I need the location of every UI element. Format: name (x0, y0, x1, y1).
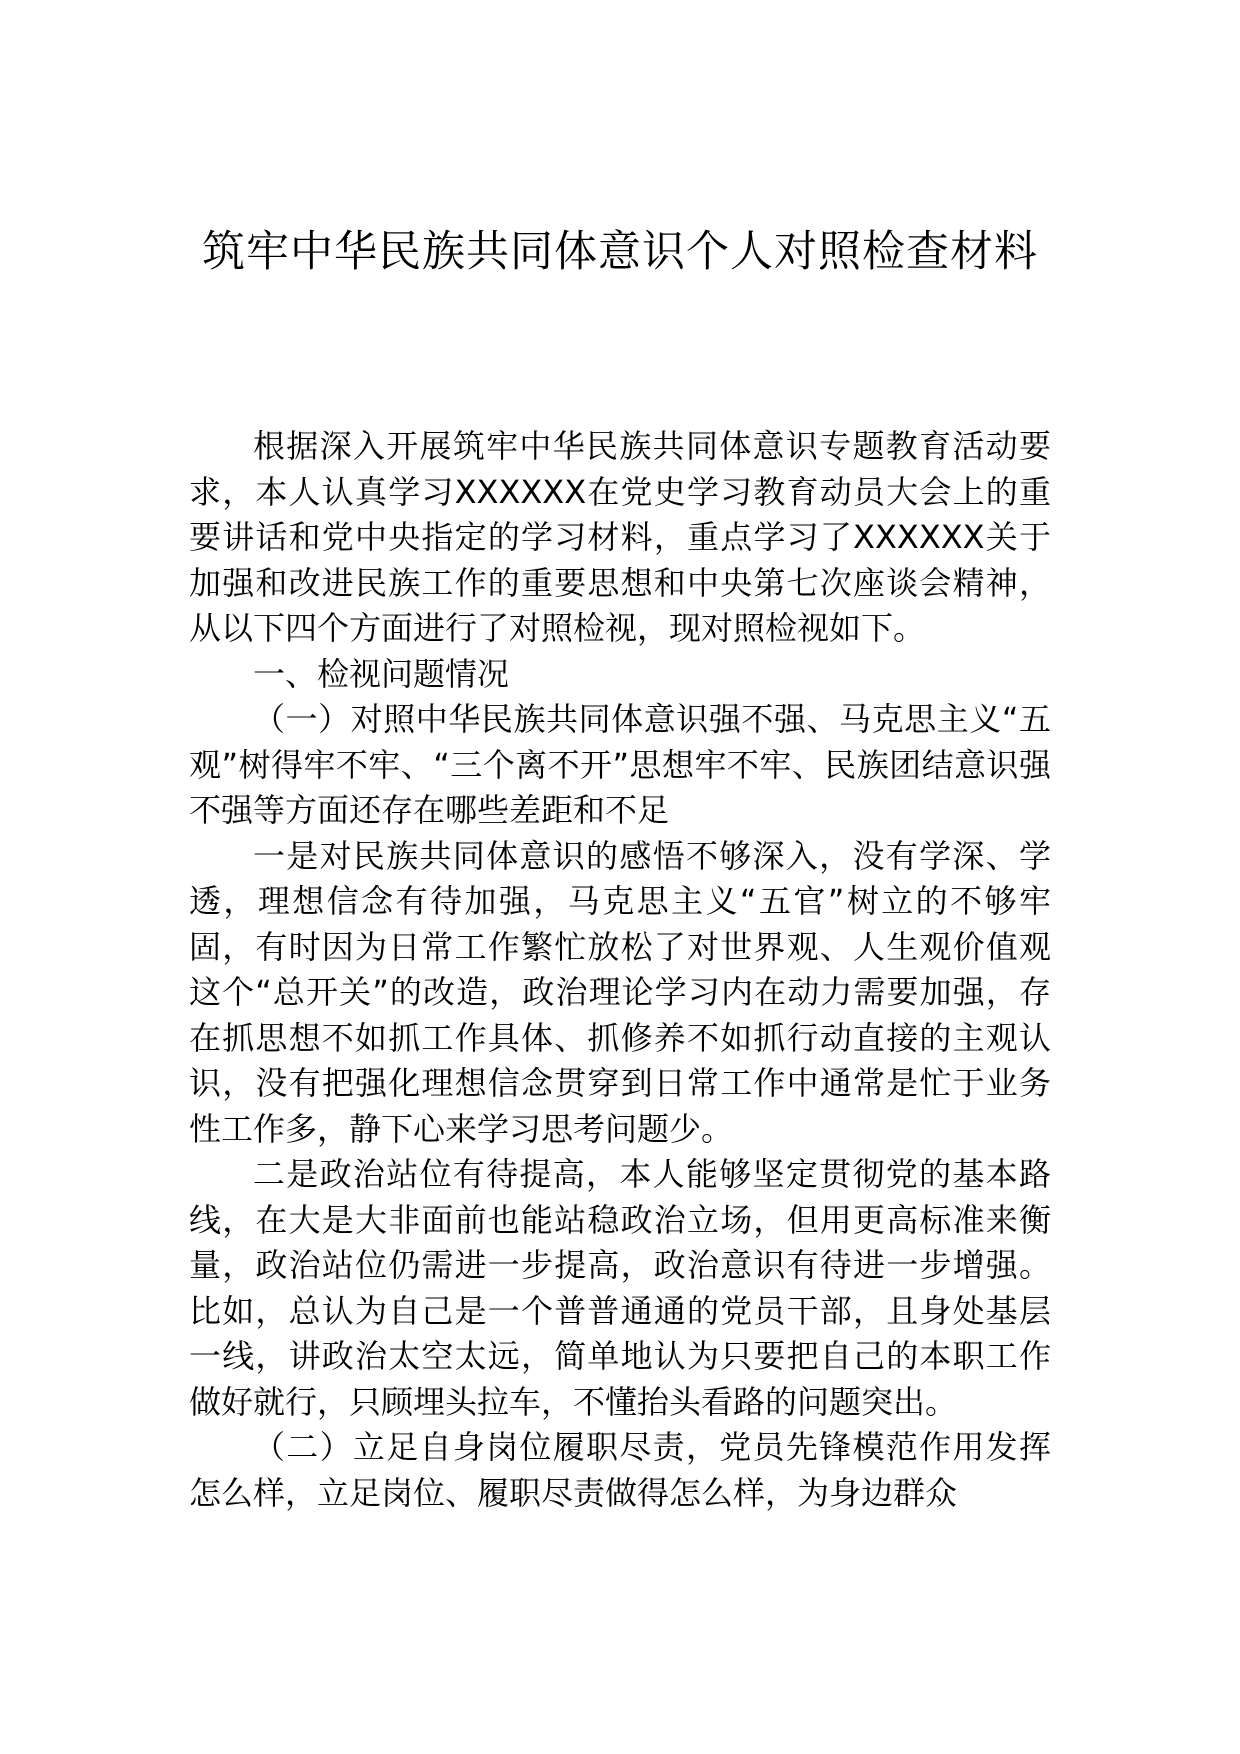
intro-paragraph: 根据深入开展筑牢中华民族共同体意识专题教育活动要求，本人认真学习XXXXXX在党史学习教育动员大会上的重要讲话和党中央指定的学习材料，重点学习了XXXXXX关于加强和改进民族工作的重要思想和中央第七次座谈会精神，从以下四个方面进行了对照检视，现对照检视如下。 (189, 427, 1051, 647)
document-body (189, 424, 1051, 1516)
section-heading: 一、检视问题情况 (253, 654, 510, 693)
body-paragraph: 二是政治站位有待提高，本人能够坚定贯彻党的基本路线，在大是大非面前也能站稳政治立场，但用更高标准来衡量，政治站位仍需进一步提高，政治意识有待进一步增强。比如，总认为自己是一个普普通通的党员干部，且身处基层一线，讲政治太空太远，简单地认为只要把自己的本职工作做好就行，只顾埋头拉车，不懂抬头看路的问题突出。 (189, 1155, 1051, 1421)
document-title: 筑牢中华民族共同体意识个人对照检查材料 (202, 227, 1038, 277)
subsection-heading: （二）立足自身岗位履职尽责，党员先锋模范作用发挥怎么样，立足岗位、履职尽责做得怎么样，为身边群众 (189, 1428, 1051, 1512)
body-paragraph: 一是对民族共同体意识的感悟不够深入，没有学深、学透，理想信念有待加强，马克思主义“五官”树立的不够牢固，有时因为日常工作繁忙放松了对世界观、人生观价值观这个“总开关”的改造，政治理论学习内在动力需要加强，存在抓思想不如抓工作具体、抓修养不如抓行动直接的主观认识，没有把强化理想信念贯穿到日常工作中通常是忙于业务性工作多，静下心来学习思考问题少。 (189, 836, 1051, 1148)
subsection-heading: （一）对照中华民族共同体意识强不强、马克思主义“五观”树得牢不牢、“三个离不开”思想牢不牢、民族团结意识强不强等方面还存在哪些差距和不足 (189, 700, 1051, 829)
